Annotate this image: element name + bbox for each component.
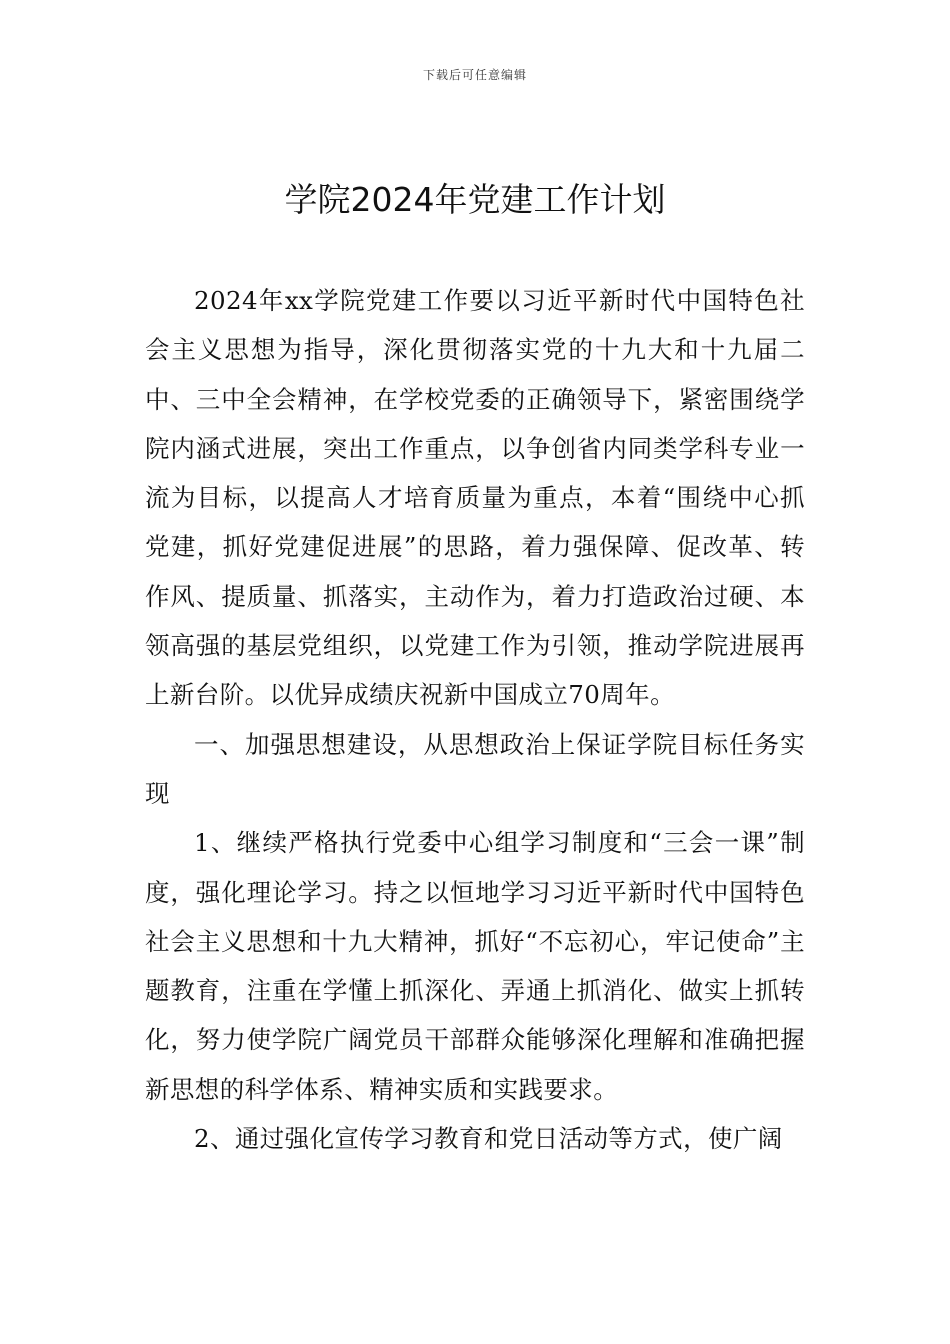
header-note: 下载后可任意编辑 <box>422 68 527 82</box>
paragraph-item-1: 1、继续严格执行党委中心组学习制度和“三会一课”制度，强化理论学习。持之以恒地学习习近平新时代中国特色社会主义思想和十九大精神，抓好“不忘初心，牢记使命”主题教育，注重在学懂上抓深化、弄通上抓消化、做实上抓转化，努力使学院广阔党员干部群众能够深化理解和准确把握新思想的科学体系、精神实质和实践要求。 <box>145 828 805 1104</box>
paragraph-item-2: 2、通过强化宣传学习教育和党日活动等方式，使广阔 <box>194 1124 783 1154</box>
document-body <box>145 276 805 1163</box>
document-title: 学院2024年党建工作计划 <box>284 180 666 219</box>
section-heading-1: 一、加强思想建设，从思想政治上保证学院目标任务实现 <box>145 729 805 808</box>
paragraph-intro: 2024年xx学院党建工作要以习近平新时代中国特色社会主义思想为指导，深化贯彻落实党的十九大和十九届二中、三中全会精神，在学校党委的正确领导下，紧密围绕学院内涵式进展，突出工作重点，以争创省内同类学科专业一流为目标，以提高人才培育质量为重点，本着“围绕中心抓党建，抓好党建促进展”的思路，着力强保障、促改革、转作风、提质量、抓落实，主动作为，着力打造政治过硬、本领高强的基层党组织，以党建工作为引领，推动学院进展再上新台阶。以优异成绩庆祝新中国成立70周年。 <box>145 286 805 710</box>
